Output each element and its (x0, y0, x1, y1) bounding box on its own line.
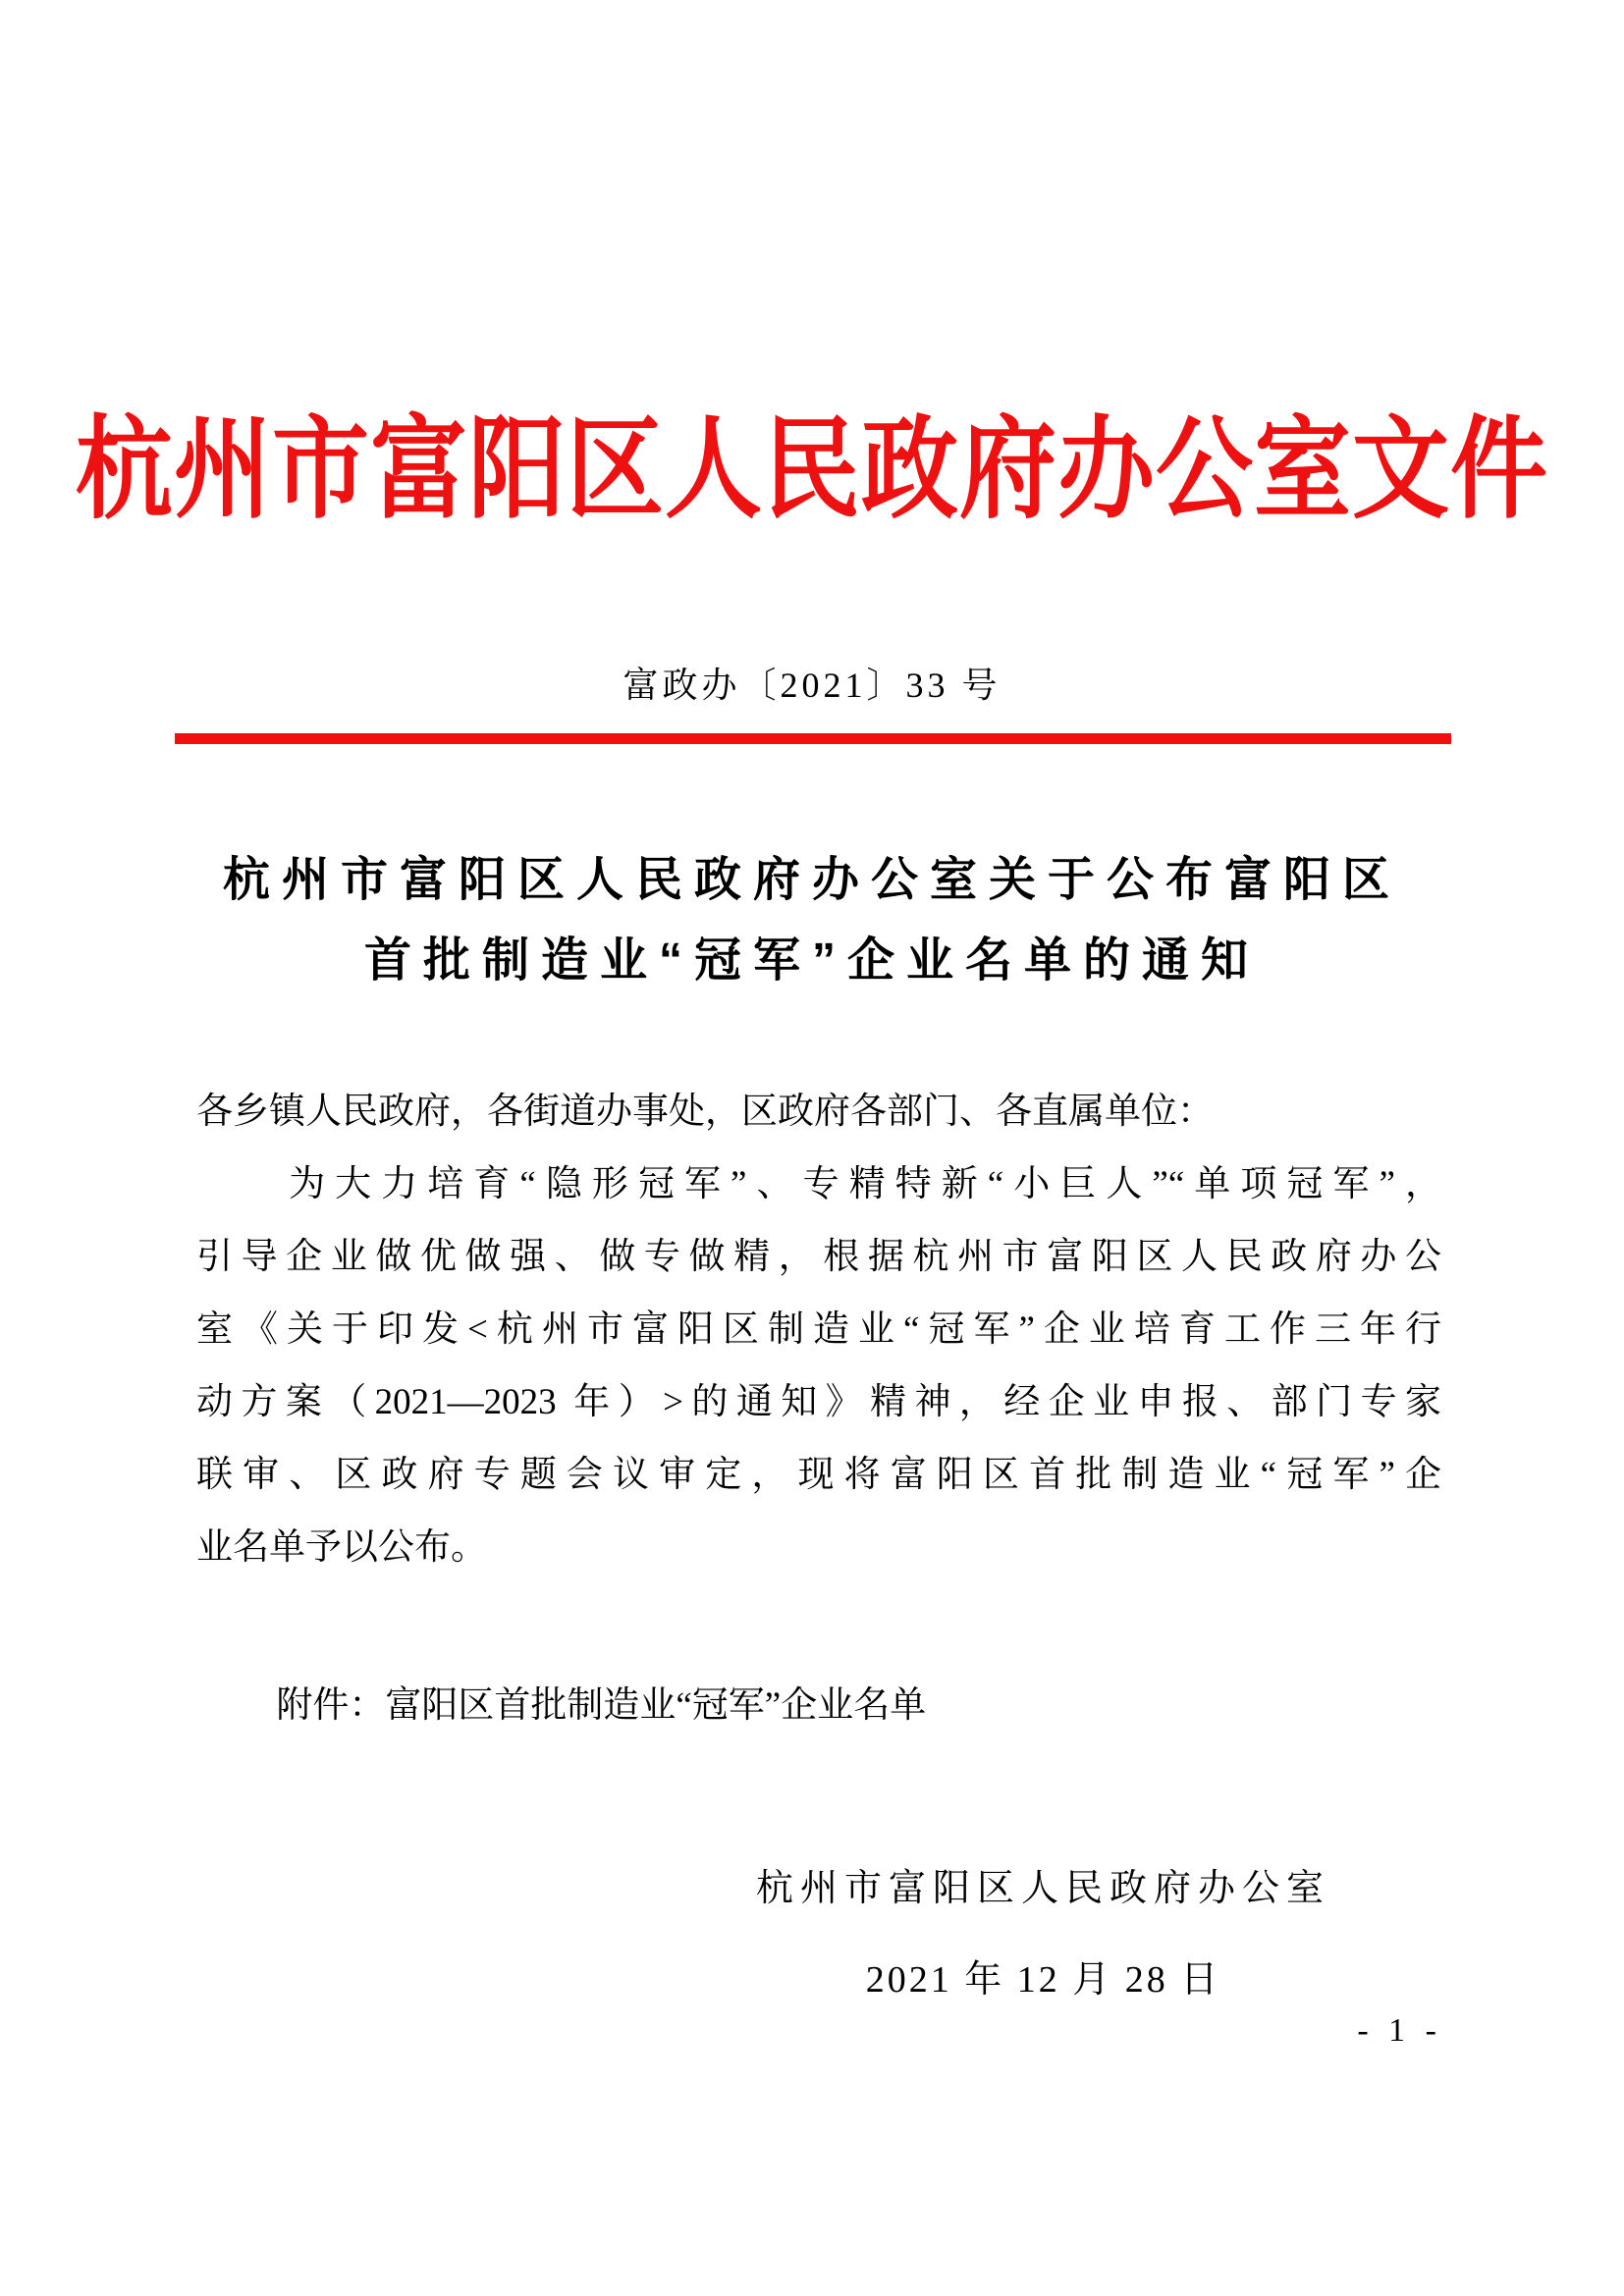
salutation-line: 各乡镇人民政府，各街道办事处，区政府各部门、各直属单位： (196, 1092, 1214, 1132)
body-text (196, 1076, 1441, 1584)
body-line: 动方案（2021—2023 年）>的通知》精神，经企业申报、部门专家 (196, 1382, 1441, 1422)
body-line: 为大力培育“隐形冠军”、专精特新“小巨人”“单项冠军”， (196, 1164, 1441, 1204)
letterhead (0, 381, 1624, 532)
body-line: 业名单予以公布。 (196, 1527, 487, 1568)
document-title-line1: 杭州市富阳区人民政府办公室关于公布富阳区 (222, 854, 1401, 906)
issue-date: 2021 年 12 月 28 日 (865, 1959, 1221, 2001)
body-line: 室《关于印发<杭州市富阳区制造业“冠军”企业培育工作三年行 (196, 1309, 1441, 1350)
body-line: 引导企业做优做强、做专做精，根据杭州市富阳区人民政府办公 (196, 1237, 1441, 1277)
document-number: 富政办〔2021〕33 号 (623, 666, 1001, 705)
signature-block (756, 1857, 1330, 2002)
attachment-line: 附件：富阳区首批制造业“冠军”企业名单 (276, 1685, 927, 1726)
page-number: - 1 - (1357, 2012, 1442, 2049)
body-line: 联审、区政府专题会议审定，现将富阳区首批制造业“冠军”企 (196, 1455, 1441, 1495)
document-title (0, 840, 1624, 1001)
letterhead-title: 杭州市富阳区人民政府办公室文件 (76, 409, 1548, 532)
issuing-agency: 杭州市富阳区人民政府办公室 (755, 1868, 1330, 1909)
separator-line (175, 733, 1451, 744)
document-title-line2: 首批制造业“冠军”企业名单的通知 (363, 934, 1260, 987)
